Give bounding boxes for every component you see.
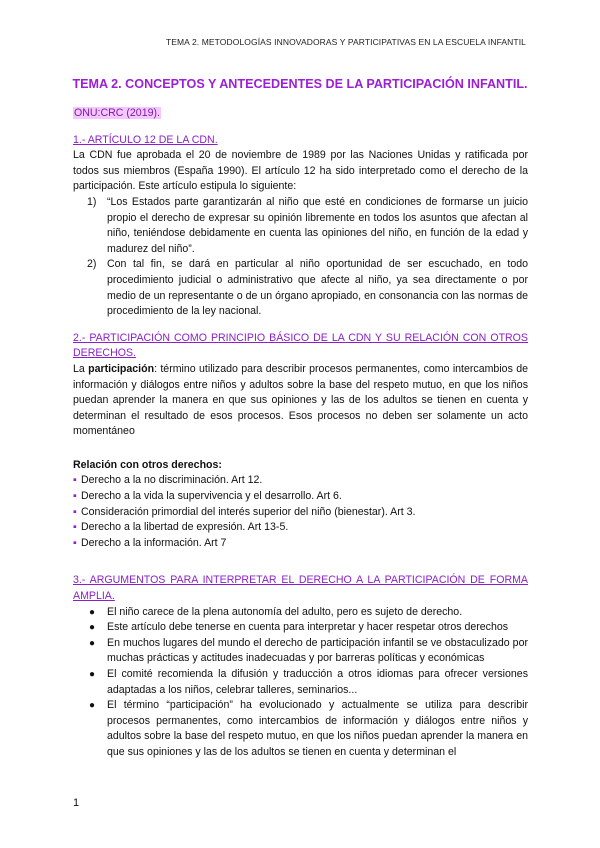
argument-text: El término “participación” ha evolucionado y actualmente se utiliza para describir procesos permanentes, como intercambios de información y diálogos entre niños y adultos sobre la base del respeto mutuo, en que los niños puedan aprender la manera en que sus opiniones y las de los adultos se tienen en cuenta y determinan el — [107, 699, 528, 758]
participation-definition — [73, 362, 528, 440]
arguments-list — [73, 605, 528, 761]
item-number: 1) — [87, 195, 97, 208]
rights-list — [73, 473, 528, 551]
list-item — [73, 257, 528, 319]
argument-text: Este artículo debe tenerse en cuenta para interpretar y hacer respetar otros derechos — [107, 621, 509, 634]
section-3-heading: 3.- ARGUMENTOS PARA INTERPRETAR EL DERECHO A LA PARTICIPACIÓN DE FORMA AMPLIA. — [73, 574, 528, 603]
definition-lead: La — [73, 362, 85, 375]
onu-label: ONU:CRC (2019). — [74, 107, 160, 119]
bullet-icon: ● — [89, 700, 96, 712]
document-body — [73, 106, 528, 761]
right-text: Derecho a la no discriminación. Art 12. — [81, 474, 263, 487]
relation-heading: Relación con otros derechos: — [73, 458, 222, 471]
bullet-icon: ▪ — [73, 536, 77, 549]
definition-term: participación — [88, 362, 155, 375]
item-text: “Los Estados parte garantizarán al niño que esté en condiciones de formarse un juicio propio el derecho de expresar su opinión libremente en todos los asuntos que afectan al niño, teniéndose debidamente en cuenta las opiniones del niño, en función de la edad y madurez del niño”. — [107, 195, 528, 255]
list-item — [73, 520, 528, 536]
right-text: Derecho a la vida la supervivencia y el desarrollo. Art 6. — [81, 490, 342, 503]
page-number: 1 — [73, 797, 80, 809]
bullet-icon: ● — [89, 622, 96, 634]
list-item — [73, 620, 528, 636]
bullet-icon: ▪ — [73, 490, 77, 503]
section-1-intro: La CDN fue aprobada el 20 de noviembre de 1989 por las Naciones Unidas y ratificada por todos sus miembros (España 1990). El artículo 12 ha sido interpretado como el derecho de la participación. Este artículo estipula lo siguiente: — [73, 149, 528, 193]
list-item — [73, 473, 528, 489]
list-item — [73, 636, 528, 667]
running-header: TEMA 2. METODOLOGÍAS INNOVADORAS Y PARTICIPATIVAS EN LA ESCUELA INFANTIL — [165, 37, 526, 47]
article-12-list — [73, 195, 528, 320]
section-2-heading: 2.- PARTICIPACIÓN COMO PRINCIPIO BÁSICO DE LA CDN Y SU RELACIÓN CON OTROS DERECHOS. — [73, 331, 528, 360]
bullet-icon: ● — [89, 637, 96, 649]
list-item — [73, 698, 528, 760]
item-text: Con tal fin, se dará en particular al niño oportunidad de ser escuchado, en todo procedimiento judicial o administrativo que afecte al niño, ya sea directamente o por medio de un representante o de un órgano apropiado, en consonancia con las normas de procedimiento de la ley nacional. — [107, 258, 528, 318]
bullet-icon: ● — [89, 669, 96, 680]
list-item — [73, 195, 528, 257]
argument-text: El comité recomienda la difusión y traducción a otros idiomas para ofrecer versiones adaptadas a los niños, celebrar talleres, seminarios... — [107, 668, 528, 696]
definition-text: : término utilizado para describir procesos permanentes, como intercambios de información y diálogos entre niños y adultos sobre la base del respeto mutuo, en que los niños puedan aprender la manera en que sus opiniones y las de los adultos se tienen en cuenta y determinan el resultado de esos procesos. Esos procesos no deben ser solamente un acto momentáneo — [73, 362, 528, 438]
list-item — [73, 605, 528, 621]
page-title: TEMA 2. CONCEPTOS Y ANTECEDENTES DE LA PARTICIPACIÓN INFANTIL. — [72, 77, 528, 91]
argument-text: El niño carece de la plena autonomía del adulto, pero es sujeto de derecho. — [107, 605, 463, 618]
right-text: Derecho a la libertad de expresión. Art 13-5. — [81, 521, 289, 534]
onu-label-line — [73, 106, 528, 122]
section-1-heading: 1.- ARTÍCULO 12 DE LA CDN. — [73, 133, 218, 146]
list-item — [73, 536, 528, 552]
list-item — [73, 667, 528, 698]
bullet-icon: ▪ — [73, 505, 77, 518]
bullet-icon: ● — [89, 606, 96, 618]
bullet-icon: ▪ — [73, 521, 77, 534]
bullet-icon: ▪ — [73, 474, 77, 487]
right-text: Consideración primordial del interés superior del niño (bienestar). Art 3. — [81, 505, 416, 518]
argument-text: En muchos lugares del mundo el derecho de participación infantil se ve obstaculizado por muchas prácticas y actitudes inadecuadas y por barreras políticas y económicas — [107, 636, 528, 665]
list-item — [73, 489, 528, 505]
item-number: 2) — [87, 258, 97, 271]
right-text: Derecho a la información. Art 7 — [81, 536, 227, 549]
list-item — [73, 505, 528, 521]
